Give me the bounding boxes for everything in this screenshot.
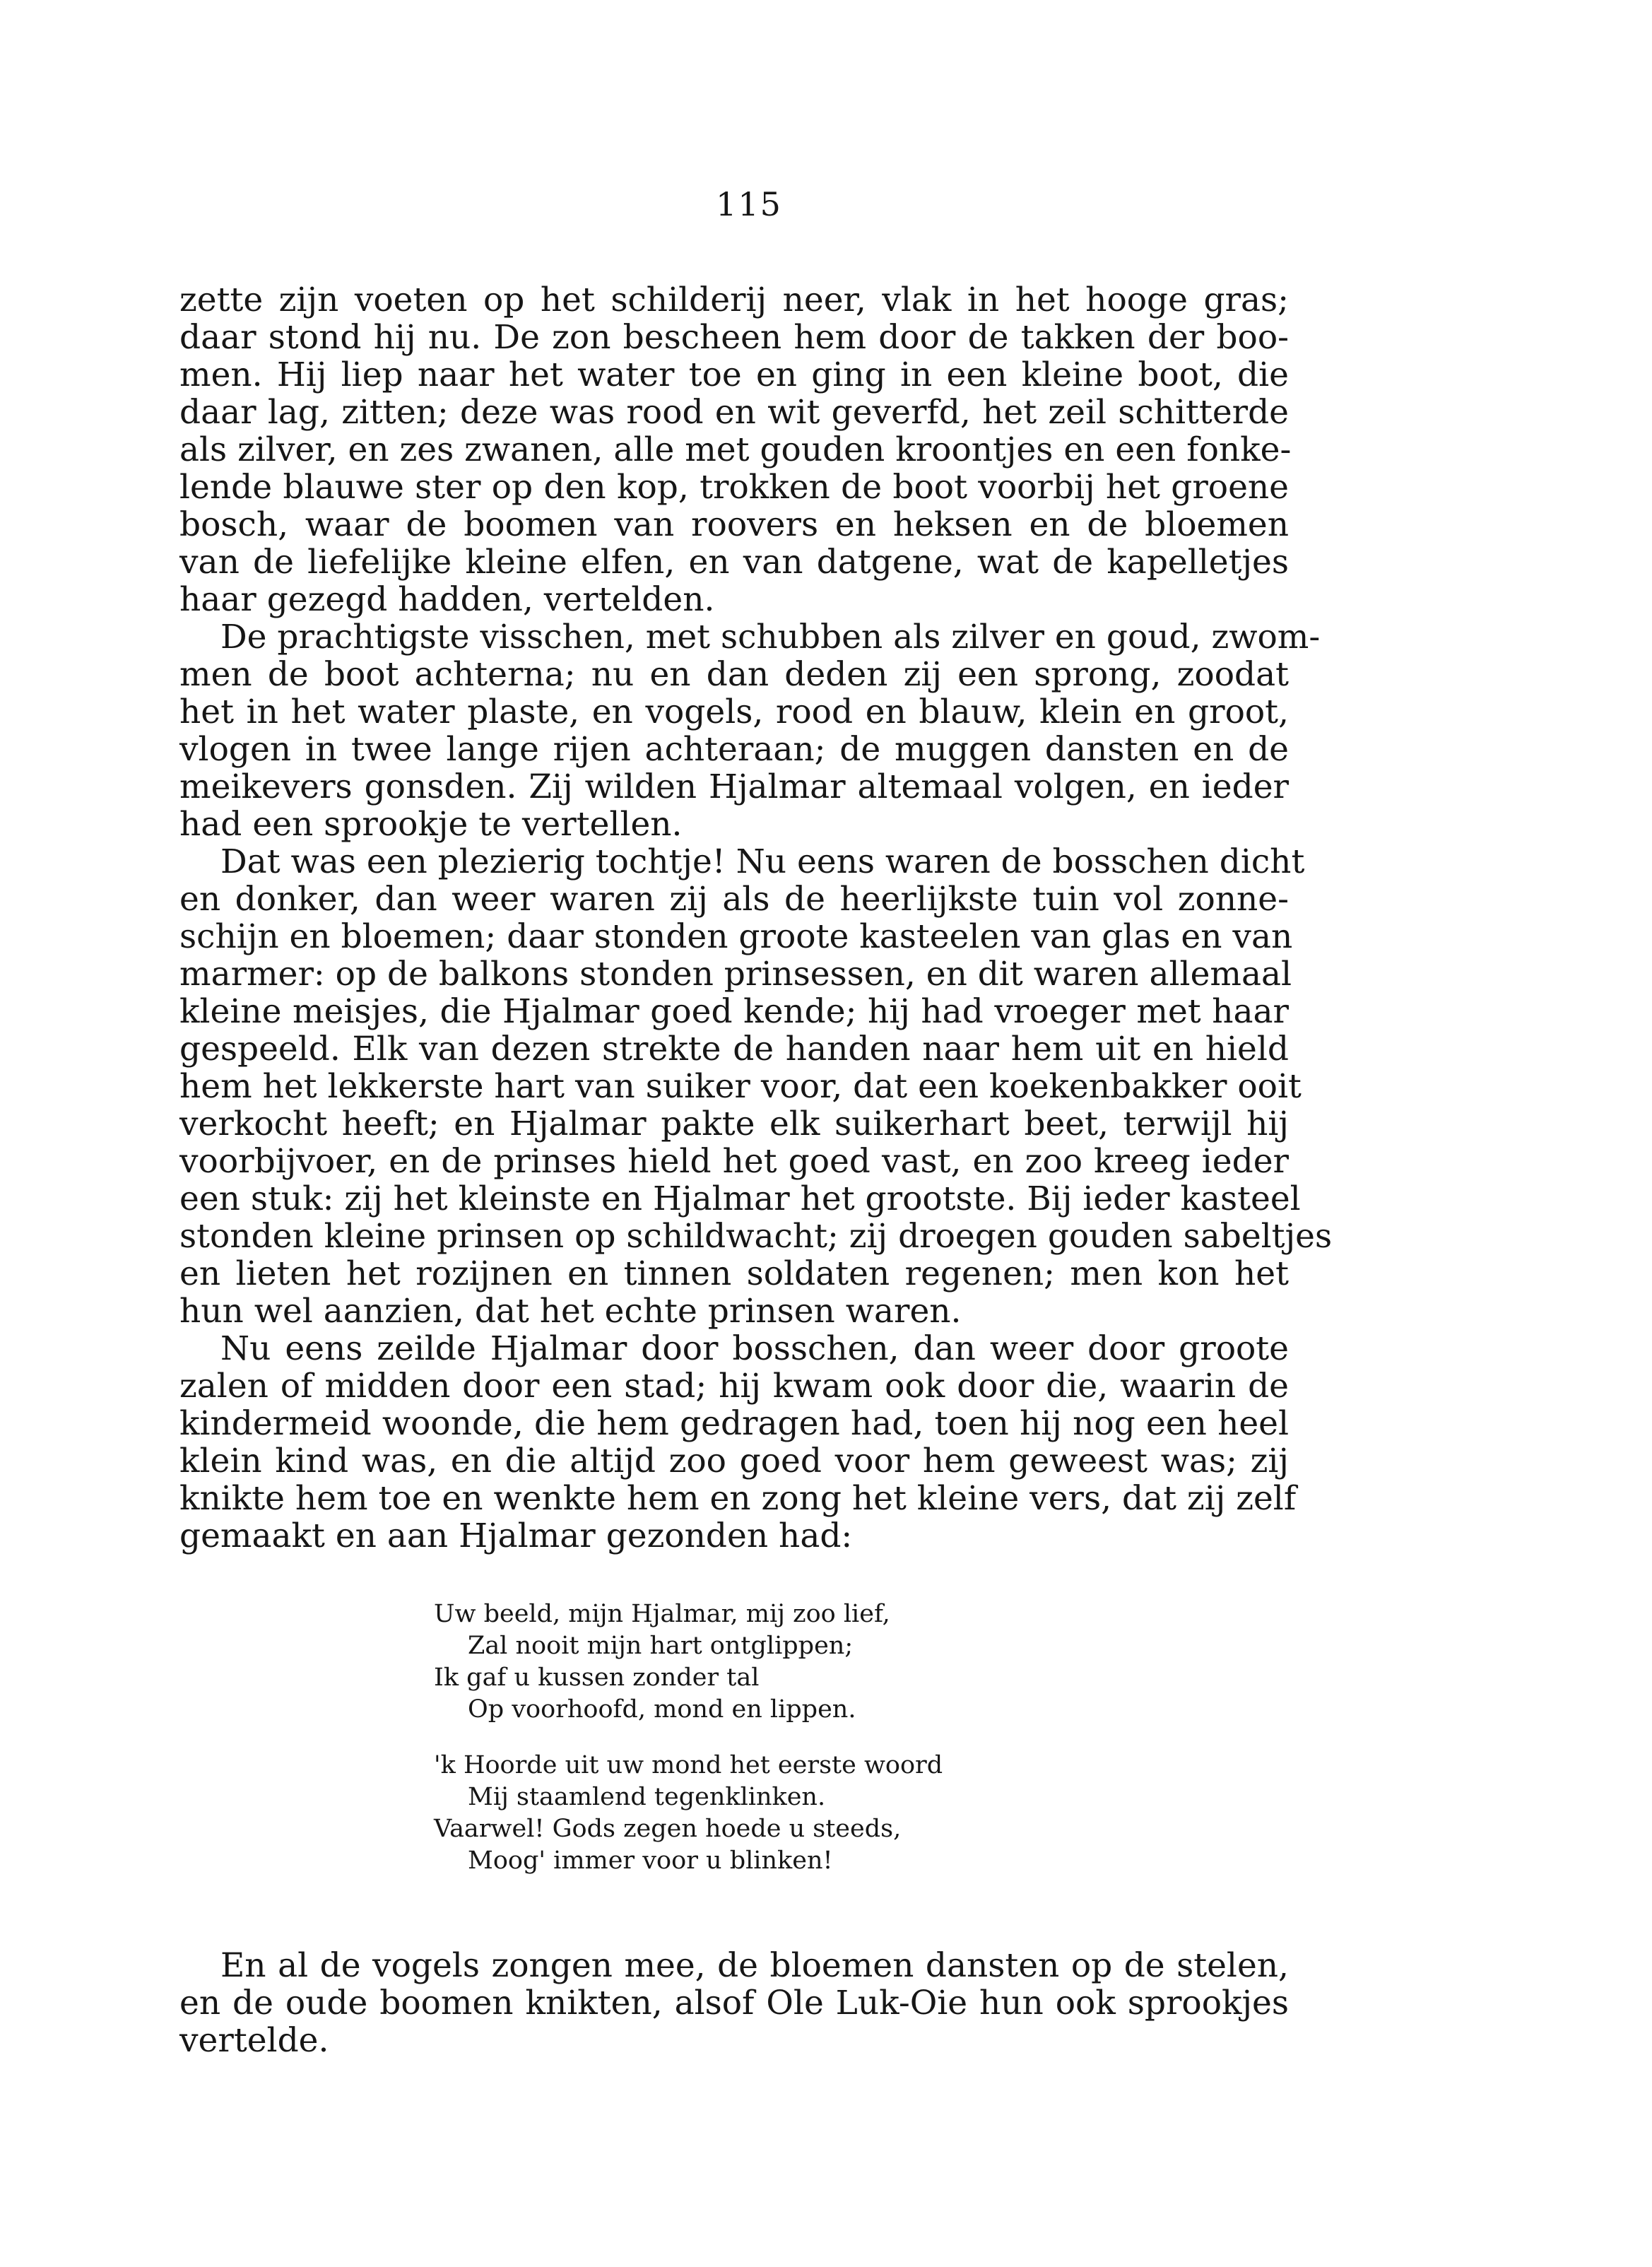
paragraph [179, 842, 1333, 1331]
text-line: stonden kleine prinsen op schildwacht; zij droegen gouden sabeltjes [179, 1217, 1333, 1256]
text-line: het in het water plaste, en vogels, rood en blauw, klein en groot, [179, 693, 1289, 731]
text-line: meikevers gonsden. Zij wilden Hjalmar altemaal volgen, en ieder [179, 767, 1289, 806]
text-line: zette zijn voeten op het schilderij neer, vlak in het hooge gras; [179, 281, 1289, 319]
poem [434, 1598, 1070, 1901]
paragraph [179, 1329, 1297, 1555]
text-line: een stuk: zij het kleinste en Hjalmar het grootste. Bij ieder kasteel [179, 1179, 1301, 1218]
poem-line: Ik gaf u kussen zonder tal [434, 1664, 760, 1692]
text-line: van de liefelijke kleine elfen, en van datgene, wat de kapelletjes [179, 543, 1289, 582]
text-line: zalen of midden door een stad; hij kwam ook door die, waarin de [179, 1367, 1289, 1406]
text-line: De prachtigste visschen, met schubben als zilver en goud, zwom- [220, 618, 1321, 656]
text-line: knikte hem toe en wenkte hem en zong het kleine vers, dat zij zelf [179, 1479, 1297, 1518]
text-line: en donker, dan weer waren zij als de heerlijkste tuin vol zonne- [179, 880, 1289, 919]
text-line: schijn en bloemen; daar stonden groote kasteelen van glas en van [179, 917, 1293, 956]
text-line: voorbijvoer, en de prinses hield het goed vast, en zoo kreeg ieder [179, 1142, 1289, 1181]
text-line: men. Hij liep naar het water toe en ging in een kleine boot, die [179, 355, 1289, 394]
text-line: klein kind was, en die altijd zoo goed voor hem geweest was; zij [179, 1442, 1289, 1480]
page-number: 115 [716, 185, 782, 223]
text-line: En al de vogels zongen mee, de bloemen dansten op de stelen, [220, 1946, 1289, 1985]
text-line: verkocht heeft; en Hjalmar pakte elk suikerhart beet, terwijl hij [179, 1105, 1289, 1143]
poem-line: Moog' immer voor u blinken! [468, 1847, 833, 1875]
text-line: vlogen in twee lange rijen achteraan; de muggen dansten en de [179, 730, 1289, 769]
text-line: en de oude boomen knikten, alsof Ole Luk-Oie hun ook sprookjes [179, 1984, 1289, 2022]
poem-stanza [434, 1750, 1070, 1877]
poem-line: Vaarwel! Gods zegen hoede u steeds, [434, 1815, 902, 1843]
poem-line: Uw beeld, mijn Hjalmar, mij zoo lief, [434, 1600, 890, 1628]
text-line: gemaakt en aan Hjalmar gezonden had: [179, 1517, 853, 1555]
text-line: marmer: op de balkons stonden prinsessen, en dit waren allemaal [179, 955, 1292, 994]
text-line: men de boot achterna; nu en dan deden zij een sprong, zoodat [179, 655, 1289, 694]
text-line: als zilver, en zes zwanen, alle met gouden kroontjes en een fonke- [179, 430, 1292, 469]
text-line: had een sprookje te vertellen. [179, 805, 683, 844]
closing-paragraph [179, 1947, 1289, 2059]
text-line: Nu eens zeilde Hjalmar door bosschen, dan weer door groote [220, 1329, 1289, 1368]
text-line: bosch, waar de boomen van roovers en heksen en de bloemen [179, 505, 1289, 544]
text-line: haar gezegd hadden, vertelden. [179, 580, 715, 619]
text-line: daar lag, zitten; deze was rood en wit geverfd, het zeil schitterde [179, 393, 1289, 432]
text-line: gespeeld. Elk van dezen strekte de handen naar hem uit en hield [179, 1030, 1289, 1068]
poem-line: Zal nooit mijn hart ontglippen; [468, 1632, 854, 1660]
text-line: en lieten het rozijnen en tinnen soldaten regenen; men kon het [179, 1254, 1289, 1293]
text-line: Dat was een plezierig tochtje! Nu eens waren de bosschen dicht [220, 842, 1305, 881]
poem-line: 'k Hoorde uit uw mond het eerste woord [434, 1751, 943, 1779]
poem-stanza [434, 1598, 1070, 1726]
text-line: vertelde. [179, 2021, 329, 2060]
text-line: hem het lekkerste hart van suiker voor, dat een koekenbakker ooit [179, 1067, 1302, 1106]
poem-line: Op voorhoofd, mond en lippen. [468, 1695, 856, 1724]
text-line: kindermeid woonde, die hem gedragen had, toen hij nog een heel [179, 1404, 1289, 1443]
body-text [179, 281, 1333, 1555]
text-line: hun wel aanzien, dat het echte prinsen waren. [179, 1292, 962, 1331]
poem-line: Mij staamlend tegenklinken. [468, 1783, 826, 1811]
paragraph [179, 618, 1321, 844]
text-line: daar stond hij nu. De zon bescheen hem door de takken der boo- [179, 318, 1289, 357]
text-line: kleine meisjes, die Hjalmar goed kende; hij had vroeger met haar [179, 992, 1289, 1031]
text-line: lende blauwe ster op den kop, trokken de boot voorbij het groene [179, 468, 1289, 507]
paragraph [179, 281, 1292, 619]
